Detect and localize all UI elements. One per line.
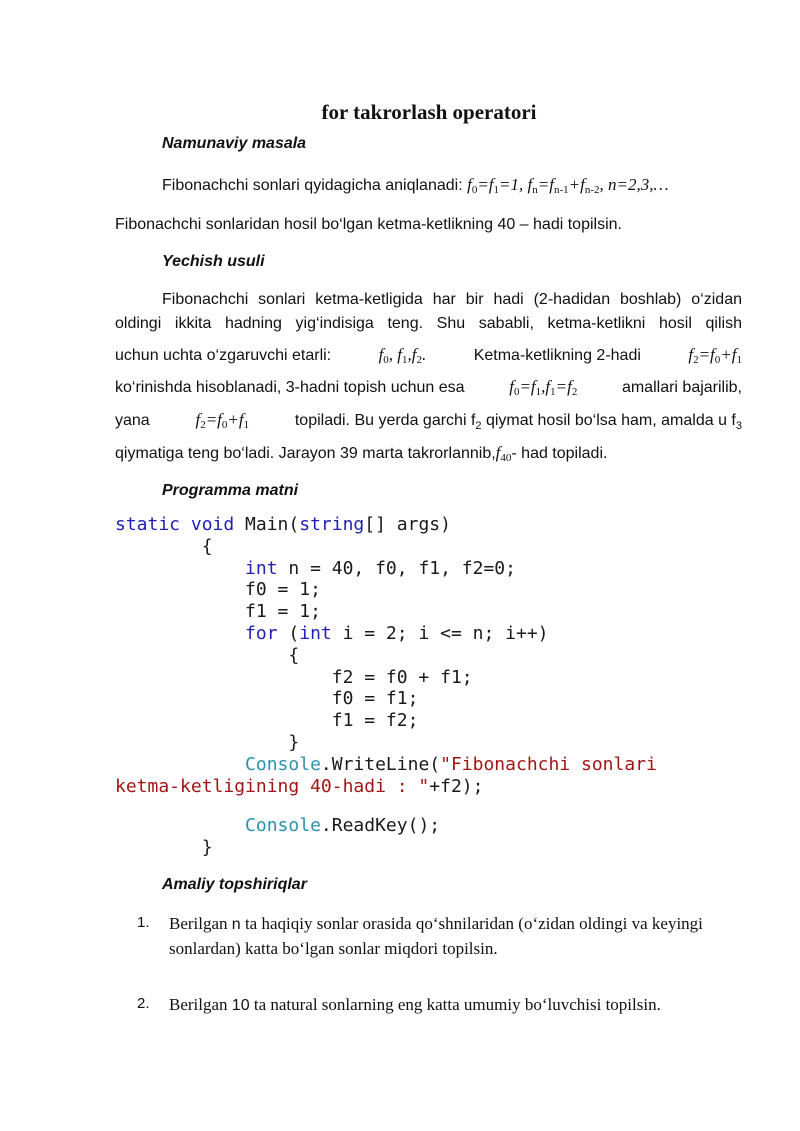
second-term-formula: $f_2=f_0+f_1$	[688, 345, 742, 366]
term-40-formula: $f_{40}$	[495, 443, 512, 464]
variables-formula: $f_0$, $f_1,f_2$.	[378, 345, 427, 366]
code-line: }	[115, 731, 300, 753]
code-line: for (int i = 2; i <= n; i++)	[245, 622, 549, 644]
section-heading-program: Programma matni	[162, 482, 299, 499]
solution-text: uchun uchta o‘zgaruvchi etarli:	[115, 347, 332, 364]
code-line: }	[115, 837, 213, 859]
code-line: Console.WriteLine("Fibonachchi sonlari	[245, 753, 657, 775]
section-heading-solution: Yechish usuli	[162, 253, 265, 270]
code-line: static void Main(string[] args)	[115, 514, 451, 535]
code-line: {	[115, 535, 213, 557]
task-text: Berilgan n ta haqiqiy sonlar orasida qo‘shnilaridan (o‘zidan oldingi va keyingi sonlardan) katta bo‘lgan sonlar miqdori topilsin.	[169, 914, 703, 958]
problem-statement: Fibonachchi sonlaridan hosil bo‘lgan ketma-ketlikning 40 – hadi topilsin.	[115, 216, 622, 233]
section-heading-sample: Namunaviy masala	[162, 135, 307, 152]
solution-text: ko‘rinishda hisoblanadi, 3-hadni topish uchun esa	[115, 379, 465, 396]
solution-text: yana	[115, 412, 150, 429]
code-line: f0 = 1;	[115, 579, 321, 601]
shift-formula: $f_0=f_1,f_1=f_2$	[509, 377, 578, 398]
code-line: f0 = f1;	[115, 688, 419, 710]
solution-text: Ketma-ketlikning 2-hadi	[473, 347, 641, 364]
problem-line-1: Fibonachchi sonlari qyidagicha aniqlanadi:	[162, 177, 468, 194]
code-line: {	[115, 644, 300, 666]
section-heading-tasks: Amaliy topshiriqlar	[162, 876, 307, 893]
code-line: int n = 40, f0, f1, f2=0;	[245, 557, 516, 579]
task-number: 1.	[137, 914, 150, 931]
task-text: Berilgan 10 ta natural sonlarning eng katta umumiy bo‘luvchisi topilsin.	[169, 995, 661, 1014]
page-title: for takrorlash operatori	[321, 100, 537, 124]
code-line: Console.ReadKey();	[245, 815, 441, 837]
solution-line-4	[115, 371, 742, 408]
code-line: f1 = 1;	[115, 601, 321, 623]
solution-text: amallari bajarilib,	[621, 379, 742, 396]
solution-text: topiladi. Bu yerda garchi $f_2$ qiymat hosil bo‘lsa ham, amalda u $f_3$	[294, 412, 742, 433]
code-block	[115, 514, 657, 859]
task-item-2	[137, 993, 777, 1018]
code-line: ketma-ketligining 40-hadi : "+f2);	[115, 775, 484, 797]
problem-definition	[162, 169, 669, 206]
task-item-1	[137, 912, 777, 961]
solution-line-6	[115, 437, 607, 474]
task-number: 2.	[137, 995, 150, 1012]
solution-text: - had topiladi.	[511, 445, 608, 462]
code-line: f2 = f0 + f1;	[115, 666, 473, 688]
sum-formula: $f_2=f_0+f_1$	[195, 410, 250, 431]
code-line: f1 = f2;	[115, 710, 419, 732]
solution-line-2: oldingi ikkita hadning yig‘indisiga teng. Shu sababli, ketma-ketlikni hosil qilish	[115, 315, 742, 332]
fibonacci-formula: $f_0=f_1=1$, $f_n=f_{n-1}+f_{n-2}$, n=2,3,…	[467, 175, 669, 196]
solution-line-1: Fibonachchi sonlari ketma-ketligida har bir hadi (2-hadidan boshlab) o‘zidan	[162, 291, 742, 308]
solution-text: qiymatiga teng bo‘ladi. Jarayon 39 marta takrorlannib,	[115, 445, 496, 462]
